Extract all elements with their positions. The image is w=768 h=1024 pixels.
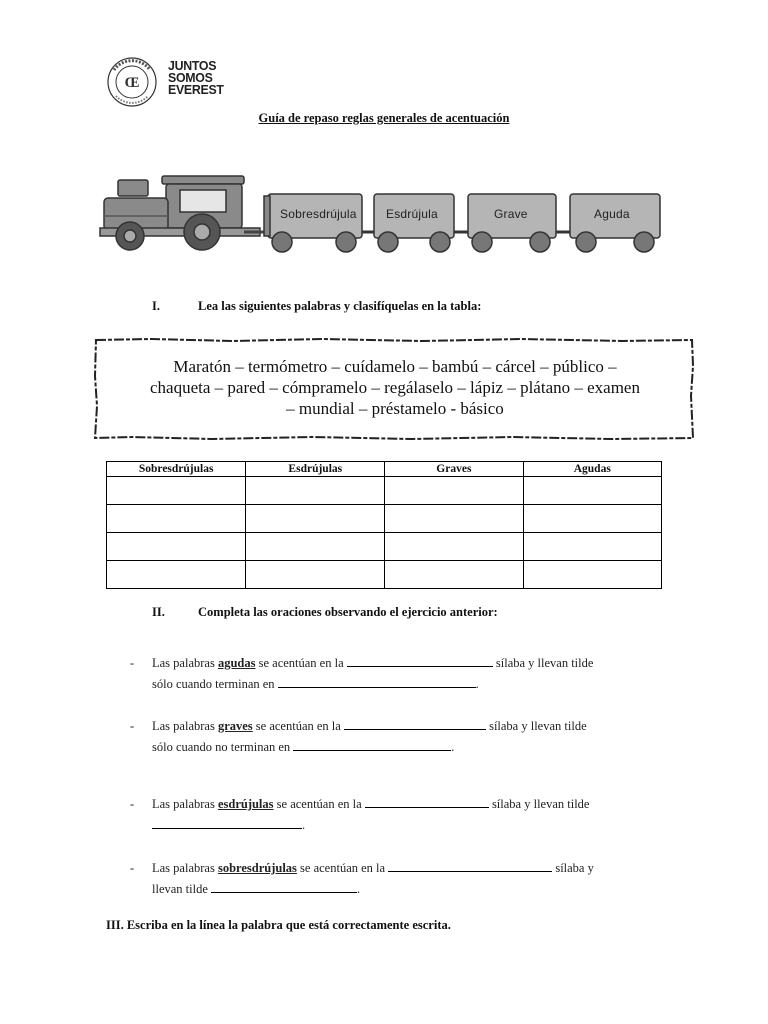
sentence-text: llevan tilde [152, 882, 208, 896]
section-3-heading: III. Escriba en la línea la palabra que está correctamente escrita. [106, 918, 451, 932]
sentence-end: . [475, 677, 479, 691]
table-row [107, 561, 662, 589]
table-cell[interactable] [523, 505, 661, 533]
train-illustration [96, 170, 668, 256]
table-cell[interactable] [523, 477, 661, 505]
table-cell[interactable] [246, 505, 385, 533]
answer-blank[interactable] [344, 717, 486, 730]
locomotive [100, 176, 260, 250]
wagon-label-esdrujula: Esdrújula [386, 207, 438, 221]
table-cell[interactable] [246, 533, 385, 561]
table-cell[interactable] [107, 505, 246, 533]
answer-blank[interactable] [278, 675, 476, 688]
list-dash: - [130, 656, 135, 670]
section-instruction: Lea las siguientes palabras y clasifíquelas en la tabla: [198, 299, 482, 313]
answer-blank[interactable] [347, 654, 493, 667]
sentence-end: . [357, 882, 361, 896]
column-header: Esdrújulas [246, 462, 385, 477]
table-cell[interactable] [385, 533, 523, 561]
column-header: Sobresdrújulas [107, 462, 246, 477]
page-title: Guía de repaso reglas generales de acentuación [258, 111, 510, 125]
sentence-body [152, 653, 593, 695]
logo-line: EVEREST [168, 82, 224, 97]
table-cell[interactable] [385, 561, 523, 589]
sentence-body [152, 858, 594, 900]
logo-line: JUNTOS [168, 58, 217, 73]
table-row [107, 533, 662, 561]
sentence-text: se acentúan en la [300, 861, 386, 875]
column-header: Agudas [523, 462, 661, 477]
table-cell[interactable] [246, 477, 385, 505]
answer-blank[interactable] [211, 880, 357, 893]
logo-line: SOMOS [168, 70, 213, 85]
table-cell[interactable] [523, 533, 661, 561]
table-cell[interactable] [385, 477, 523, 505]
list-dash: - [130, 797, 135, 811]
sentence-text: se acentúan en la [276, 797, 362, 811]
section-instruction: Completa las oraciones observando el ejercicio anterior: [198, 605, 498, 619]
wagons [264, 194, 660, 252]
sentence-end: . [451, 740, 455, 754]
sentence-text: Las palabras [152, 656, 215, 670]
wagon-label-aguda: Aguda [594, 207, 630, 221]
list-dash: - [130, 719, 135, 733]
sentence-text: Las palabras [152, 861, 215, 875]
answer-blank[interactable] [388, 859, 552, 872]
classification-table [106, 461, 662, 589]
sentence-text: Las palabras [152, 797, 215, 811]
word-list [100, 356, 690, 419]
table-cell[interactable] [107, 477, 246, 505]
answer-blank[interactable] [365, 795, 489, 808]
keyword: agudas [217, 656, 256, 670]
sentence-text: Las palabras [152, 719, 215, 733]
keyword: esdrújulas [217, 797, 274, 811]
answer-blank[interactable] [293, 738, 451, 751]
sentence-text: se acentúan en la [258, 656, 344, 670]
word-list-line: Maratón – termómetro – cuídamelo – bambú – cárcel – público – [173, 357, 617, 376]
answer-blank[interactable] [152, 816, 302, 829]
table-cell[interactable] [523, 561, 661, 589]
sentence-body [152, 794, 589, 836]
sentence-end: . [302, 818, 306, 832]
sentence-text: sílaba y llevan tilde [491, 797, 590, 811]
sentence-text: sílaba y llevan tilde [495, 656, 594, 670]
table-cell[interactable] [246, 561, 385, 589]
table-row [107, 477, 662, 505]
sentence-text: sólo cuando terminan en [152, 677, 275, 691]
wagon-label-sobresdrujula: Sobresdrújula [280, 207, 357, 221]
table-cell[interactable] [107, 533, 246, 561]
wagon-label-grave: Grave [494, 207, 528, 221]
keyword: sobresdrújulas [217, 861, 297, 875]
word-list-line: – mundial – préstamelo - básico [286, 399, 504, 418]
logo-wordmark [168, 60, 227, 96]
table-cell[interactable] [107, 561, 246, 589]
sentence-text: sílaba y [555, 861, 594, 875]
word-list-line: chaqueta – pared – cómpramelo – regálaselo – lápiz – plátano – examen [150, 378, 640, 397]
table-cell[interactable] [385, 505, 523, 533]
list-dash: - [130, 861, 135, 875]
sentence-body [152, 716, 587, 758]
column-header: Graves [385, 462, 523, 477]
sentence-text: sólo cuando no terminan en [152, 740, 291, 754]
sentence-text: se acentúan en la [255, 719, 341, 733]
section-number: I. [152, 299, 160, 313]
section-number: II. [152, 605, 165, 619]
table-row [107, 505, 662, 533]
sentence-text: sílaba y llevan tilde [489, 719, 587, 733]
svg-text:Œ: Œ [124, 75, 140, 91]
keyword: graves [217, 719, 253, 733]
